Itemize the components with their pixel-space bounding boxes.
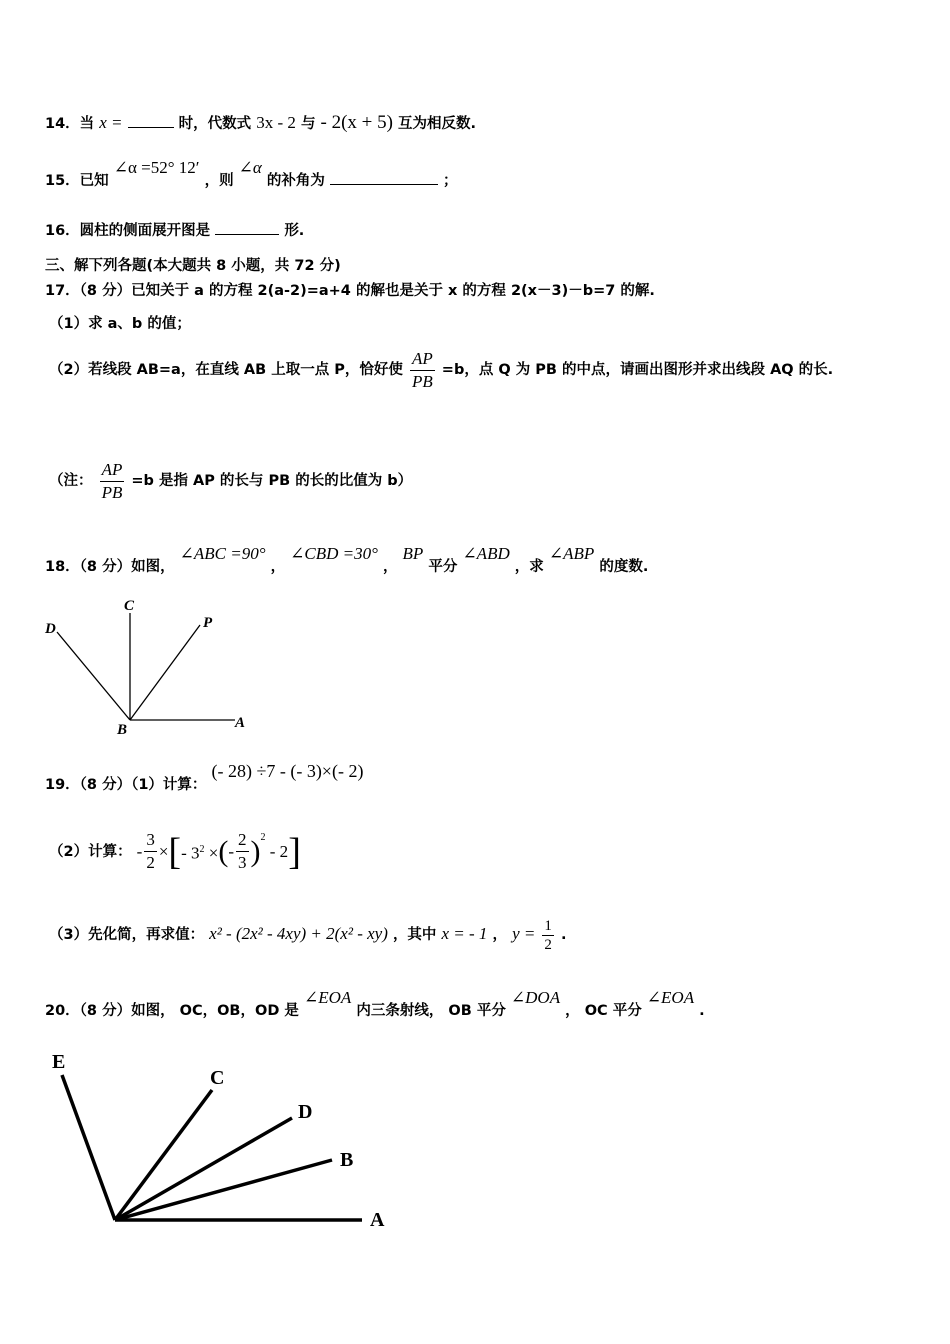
q17-part-1: （1）求 a、b 的值；	[49, 316, 191, 332]
label-c: C	[124, 598, 135, 614]
section-heading: 三、解下列各题(本大题共 8 小题，共 72 分)	[45, 258, 341, 274]
q15-answer-blank[interactable]	[330, 170, 438, 185]
question-14	[45, 113, 476, 134]
q15-text-2: 的补角为	[266, 173, 325, 189]
q18-bp: BP	[402, 544, 424, 563]
q19-sep: ，	[492, 927, 507, 943]
q16-text: 16．圆柱的侧面展开图是	[45, 223, 211, 239]
q15-text-1: ，则	[204, 173, 234, 189]
q18-sep-1: ，	[270, 559, 286, 575]
label-a2: A	[370, 1209, 385, 1231]
q19-y-eq: y =	[512, 924, 536, 943]
q19-part-3-label: （3）先化简，再求值：	[49, 927, 205, 943]
question-20	[45, 988, 705, 1021]
question-16	[45, 220, 304, 241]
q18-sep-2: ，	[382, 559, 398, 575]
q18-text-2: ，求	[514, 559, 544, 575]
q17-note-text-a: （注：	[49, 473, 93, 489]
label-c2: C	[210, 1067, 225, 1089]
q19-y-fraction: $\frac{1}{2}$	[544, 917, 552, 953]
q17-frac-den: PB	[411, 371, 433, 391]
label-p: P	[203, 615, 213, 631]
q20-angle-eoa: ∠EOA	[303, 988, 352, 1007]
q14-answer-blank[interactable]	[128, 113, 174, 128]
q20-end: .	[699, 1003, 705, 1019]
question-15	[45, 158, 458, 191]
q14-x-eq: x =	[99, 113, 123, 132]
ray-od	[115, 1118, 292, 1220]
q17-part-2-text-a: （2）若线段 AB=a，在直线 AB 上取一点 P，恰好使	[49, 362, 403, 378]
q20-prefix: 20．（8 分）如图，	[45, 1003, 175, 1019]
q17-frac-num: AP	[410, 348, 435, 371]
q19-expr-2: - $\frac{3}{2}$ × [ - $3^2$ × ( - $\frac{2}{3}$ ) $^2$ - 2 ]	[136, 830, 301, 873]
q15-text-3: ；	[443, 173, 458, 189]
q14-expr-1: 3x - 2	[256, 113, 296, 132]
q20-rays: OC，OB，OD 是	[179, 1003, 299, 1019]
q20-oc: OC 平分	[584, 1003, 642, 1019]
q20-angle-doa: ∠DOA	[510, 988, 561, 1007]
label-a: A	[235, 715, 246, 731]
q18-angle-cbd: ∠CBD =30°	[290, 544, 378, 563]
q16-text-2: 形.	[284, 223, 305, 239]
label-b: B	[117, 722, 128, 738]
q19-end: .	[560, 927, 567, 943]
q19-part-2	[49, 822, 301, 878]
q19-expr-1: (- 28) ÷7 - (- 3)×(- 2)	[211, 761, 364, 781]
q17-note	[49, 458, 412, 504]
q19-expr-3: x² - (2x² - 4xy) + 2(x² - xy)	[209, 924, 388, 943]
label-d2: D	[298, 1101, 313, 1123]
q14-text-2: 与	[300, 116, 316, 132]
q16-answer-blank[interactable]	[215, 220, 279, 235]
q17-note-frac-den: PB	[101, 482, 123, 502]
q17-fraction	[410, 348, 435, 393]
q18-text-1: 平分	[428, 559, 458, 575]
q18-prefix: 18．（8 分）如图，	[45, 559, 175, 575]
q18-figure	[40, 595, 260, 740]
q18-angle-abp: ∠ABP	[548, 544, 595, 563]
q17-note-text-b: =b 是指 AP 的长与 PB 的长的比值为 b）	[131, 473, 413, 489]
question-19	[45, 761, 364, 795]
q17-note-fraction	[100, 459, 125, 504]
q19-text-3: ，其中	[392, 927, 437, 943]
q14-text-1: 时，代数式	[178, 116, 252, 132]
q15-prefix: 15．已知	[45, 173, 109, 189]
ray-ob	[115, 1160, 332, 1220]
question-17: 17．（8 分）已知关于 a 的方程 2(a-2)=a+4 的解也是关于 x 的方程 2(x－3)－b=7 的解.	[45, 283, 655, 299]
ray-oc	[115, 1090, 212, 1220]
q14-expr-2: - 2(x + 5)	[320, 112, 393, 133]
q20-angle-eoa-2: ∠EOA	[646, 988, 695, 1007]
q19-x-value: x = - 1	[441, 924, 488, 943]
q20-text-1: 内三条射线，	[356, 1003, 444, 1019]
q17-part-2	[49, 347, 833, 393]
q19-prefix: 19．（8 分）（1）计算：	[45, 777, 207, 793]
label-b2: B	[340, 1149, 354, 1171]
ray-oe	[62, 1075, 115, 1220]
q14-text-3: 互为相反数.	[398, 116, 477, 132]
q20-figure	[40, 1040, 400, 1240]
q18-angle-abc: ∠ABC =90°	[179, 544, 266, 563]
q15-angle: ∠α =52° 12′	[113, 158, 200, 177]
q15-angle-2: ∠α	[238, 158, 262, 177]
ray-bd	[57, 632, 130, 720]
q18-text-3: 的度数.	[599, 559, 649, 575]
q18-angle-abd: ∠ABD	[462, 544, 510, 563]
label-e: E	[52, 1051, 66, 1073]
question-18	[45, 544, 649, 577]
q19-part-3	[49, 912, 566, 957]
ray-bp	[130, 625, 200, 720]
q20-ob: OB 平分	[448, 1003, 506, 1019]
label-d: D	[45, 621, 56, 637]
q17-note-frac-num: AP	[100, 459, 125, 482]
q19-part-2-label: （2）计算：	[49, 843, 132, 860]
q17-part-2-text-b: =b，点 Q 为 PB 的中点，请画出图形并求出线段 AQ 的长.	[441, 362, 834, 378]
q20-sep: ，	[565, 1003, 580, 1019]
q14-prefix: 14．当	[45, 116, 95, 132]
